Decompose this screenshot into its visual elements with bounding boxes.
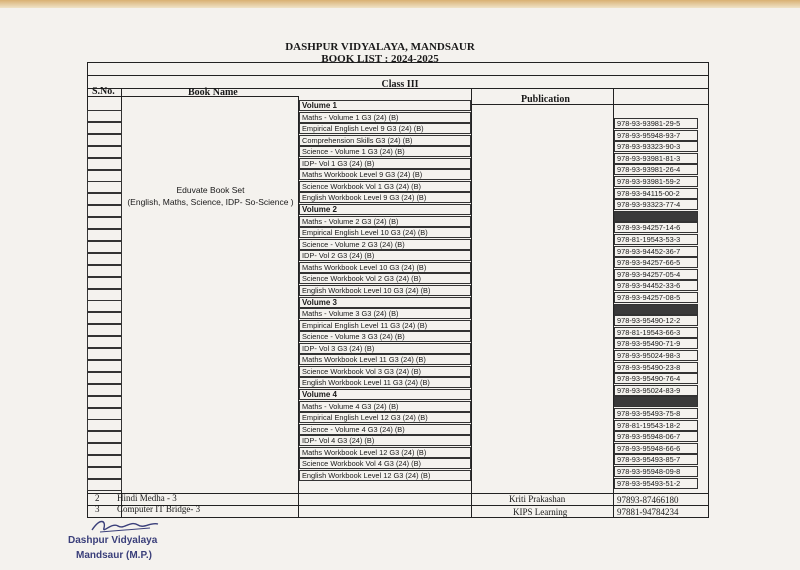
book-item: Maths - Volume 2 G3 (24) (B) <box>299 216 471 227</box>
isbn-cell: 978-93-93981-59-2 <box>614 176 698 187</box>
row3-publisher: KIPS Learning <box>513 507 568 517</box>
isbn-cell: 978-93-94452-36-7 <box>614 246 698 257</box>
book-item: Empirical English Level 10 G3 (24) (B) <box>299 227 471 238</box>
page-top-edge <box>0 0 800 8</box>
rule-row2 <box>87 493 709 494</box>
book-item: Empirical English Level 11 G3 (24) (B) <box>299 320 471 331</box>
sno-cell <box>87 193 122 205</box>
sno-cell <box>87 253 122 265</box>
volume-heading: Volume 3 <box>299 297 471 308</box>
isbn-cell: 978-93-93981-26-4 <box>614 164 698 175</box>
sno-cell <box>87 408 122 420</box>
book-item: Science Workbook Vol 2 G3 (24) (B) <box>299 273 471 284</box>
row3-sno: 3 <box>95 504 100 514</box>
school-name: DASHPUR VIDYALAYA, MANDSAUR <box>285 41 475 53</box>
isbn-cell: 978-93-95490-12-2 <box>614 315 698 326</box>
book-item: Maths - Volume 4 G3 (24) (B) <box>299 401 471 412</box>
book-item: English Workbook Level 9 G3 (24) (B) <box>299 192 471 203</box>
book-item: IDP- Vol 2 G3 (24) (B) <box>299 250 471 261</box>
sno-cell <box>87 360 122 372</box>
book-item: Maths Workbook Level 11 G3 (24) (B) <box>299 354 471 365</box>
row2-book-name: Hindi Medha - 3 <box>117 493 177 503</box>
sno-cell <box>87 122 122 134</box>
book-item: IDP- Vol 4 G3 (24) (B) <box>299 435 471 446</box>
isbn-separator <box>614 304 698 315</box>
isbn-cell: 978-93-94115-00-2 <box>614 188 698 199</box>
sno-cell <box>87 372 122 384</box>
book-item: Science - Volume 2 G3 (24) (B) <box>299 239 471 250</box>
sno-cell <box>87 134 122 146</box>
isbn-cell: 978-93-95948-93-7 <box>614 130 698 141</box>
isbn-cell: 978-93-95490-71-9 <box>614 338 698 349</box>
book-item: Science Workbook Vol 1 G3 (24) (B) <box>299 181 471 192</box>
isbn-cell: 978-93-94257-05-4 <box>614 269 698 280</box>
isbn-cell: 978-93-95948-06-7 <box>614 431 698 442</box>
book-item: English Workbook Level 10 G3 (24) (B) <box>299 285 471 296</box>
stamp-location: Mandsaur (M.P.) <box>76 550 152 561</box>
sno-cell <box>87 336 122 348</box>
sno-cell <box>87 324 122 336</box>
sno-cell <box>87 348 122 360</box>
book-item: Science - Volume 4 G3 (24) (B) <box>299 424 471 435</box>
isbn-cell: 978-93-95948-66-6 <box>614 443 698 454</box>
book-item: Maths - Volume 1 G3 (24) (B) <box>299 112 471 123</box>
isbn-cell: 978-81-19543-18-2 <box>614 420 698 431</box>
book-item: Comprehension Skills G3 (24) (B) <box>299 135 471 146</box>
isbn-cell: 978-93-95490-23-8 <box>614 362 698 373</box>
isbn-cell: 978-93-93981-81-3 <box>614 153 698 164</box>
sno-cell <box>87 158 122 170</box>
sno-cell <box>87 277 122 289</box>
principal-signature <box>90 516 160 536</box>
book-item: Maths Workbook Level 9 G3 (24) (B) <box>299 169 471 180</box>
row2-sno: 2 <box>95 493 100 503</box>
isbn-cell: 978-93-95493-75-8 <box>614 408 698 419</box>
volume-heading: Volume 4 <box>299 389 471 400</box>
col-header-book-name: Book Name <box>188 87 238 98</box>
volume-heading: Volume 2 <box>299 204 471 215</box>
book-item: IDP- Vol 3 G3 (24) (B) <box>299 343 471 354</box>
row3-isbn: 97881-94784234 <box>617 507 679 517</box>
sno-cell <box>87 217 122 229</box>
col-header-sno: S.No. <box>92 86 115 97</box>
sno-cell <box>87 455 122 467</box>
book-item: Science - Volume 3 G3 (24) (B) <box>299 331 471 342</box>
book-item: English Workbook Level 11 G3 (24) (B) <box>299 377 471 388</box>
sno-cell <box>87 479 122 491</box>
book-item: Empirical English Level 12 G3 (24) (B) <box>299 412 471 423</box>
row2-isbn: 97893-87466180 <box>617 495 679 505</box>
isbn-cell: 978-93-95024-83-9 <box>614 385 698 396</box>
stamp-school-name: Dashpur Vidyalaya <box>68 535 158 546</box>
sno-cell <box>87 384 122 396</box>
sno-cell <box>87 419 122 431</box>
isbn-cell: 978-93-93323-77-4 <box>614 199 698 210</box>
row3-book-name: Computer IT Bridge- 3 <box>117 504 201 514</box>
sno-cell <box>87 110 122 122</box>
isbn-separator <box>614 396 698 407</box>
book-item: Maths - Volume 3 G3 (24) (B) <box>299 308 471 319</box>
sno-cell <box>87 265 122 277</box>
isbn-cell: 978-93-93323-90-3 <box>614 141 698 152</box>
isbn-cell: 978-81-19543-66-3 <box>614 327 698 338</box>
book-item: Science Workbook Vol 3 G3 (24) (B) <box>299 366 471 377</box>
sno-cell <box>87 300 122 312</box>
book-item: Maths Workbook Level 12 G3 (24) (B) <box>299 447 471 458</box>
book-item: IDP- Vol 1 G3 (24) (B) <box>299 158 471 169</box>
rule-header-right <box>471 104 709 105</box>
isbn-cell: 978-93-93981-29-5 <box>614 118 698 129</box>
class-label: Class III <box>381 79 419 90</box>
sno-cell <box>87 146 122 158</box>
sno-cell <box>87 431 122 443</box>
isbn-cell: 978-93-95493-51-2 <box>614 478 698 489</box>
isbn-cell: 978-93-95490-76-4 <box>614 373 698 384</box>
book-item: Empirical English Level 9 G3 (24) (B) <box>299 123 471 134</box>
book-set-subtitle: (English, Maths, Science, IDP- So-Science ) <box>127 197 294 207</box>
sno-cell <box>87 396 122 408</box>
col-header-publication: Publication <box>521 94 570 105</box>
isbn-cell: 978-93-94257-14-6 <box>614 222 698 233</box>
sno-cell <box>87 170 122 182</box>
isbn-cell: 978-81-19543-53-3 <box>614 234 698 245</box>
book-item: English Workbook Level 12 G3 (24) (B) <box>299 470 471 481</box>
isbn-cell: 978-93-94257-66-5 <box>614 257 698 268</box>
isbn-cell: 978-93-94257-08-5 <box>614 292 698 303</box>
book-item: Science - Volume 1 G3 (24) (B) <box>299 146 471 157</box>
isbn-cell: 978-93-94452-33-6 <box>614 280 698 291</box>
book-item: Maths Workbook Level 10 G3 (24) (B) <box>299 262 471 273</box>
page-title: BOOK LIST : 2024-2025 <box>321 53 439 65</box>
sno-cell <box>87 181 122 193</box>
sno-cell <box>87 241 122 253</box>
isbn-cell: 978-93-95024-98-3 <box>614 350 698 361</box>
isbn-cell: 978-93-95948-09-8 <box>614 466 698 477</box>
isbn-cell: 978-93-95493-85-7 <box>614 454 698 465</box>
isbn-separator <box>614 211 698 222</box>
sno-cell <box>87 229 122 241</box>
rule-title <box>87 75 709 76</box>
sno-cell <box>87 289 122 301</box>
book-set-cell <box>122 184 299 208</box>
row2-publisher: Kriti Prakashan <box>509 494 566 504</box>
sno-cell <box>87 205 122 217</box>
book-set-title: Eduvate Book Set <box>176 185 245 195</box>
vline-pub <box>471 88 472 518</box>
book-item: Science Workbook Vol 4 G3 (24) (B) <box>299 458 471 469</box>
sno-cell <box>87 467 122 479</box>
volume-heading: Volume 1 <box>299 100 471 111</box>
sno-cell <box>87 443 122 455</box>
sno-cell <box>87 312 122 324</box>
